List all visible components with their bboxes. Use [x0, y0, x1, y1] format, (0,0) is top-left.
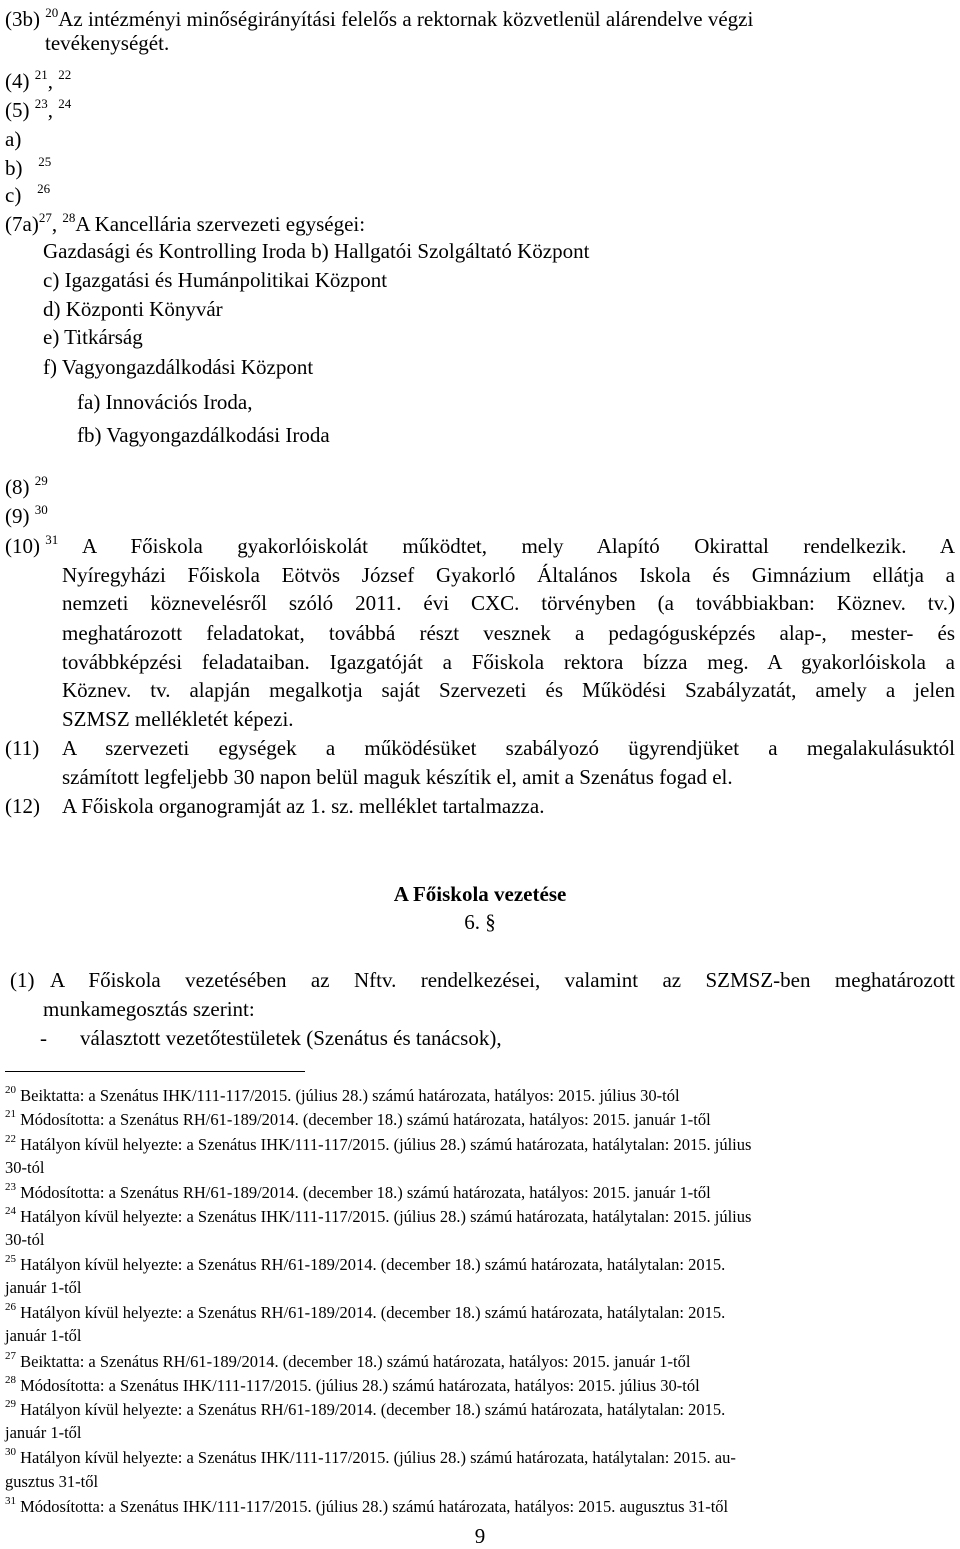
paragraph-10-line: Köznev. tv. alapján megalkotja saját Szervezeti és Működési Szabályzatát, amely a jelen — [62, 678, 955, 702]
paragraph-10-line: továbbképzési feladataiban. Igazgatóját a Főiskola rektora bízza meg. A gyakorlóiskola a — [62, 650, 955, 674]
footnote-text: Beiktatta: a Szenátus RH/61-189/2014. (december 18.) számú határozata, hatályos: 2015. január 1-től — [20, 1352, 691, 1371]
footnote-continuation: 30-tól — [5, 1158, 45, 1177]
footnote-ref[interactable]: 31 — [45, 532, 59, 547]
item-label: a) — [5, 127, 22, 151]
subunit-line: fa) Innovációs Iroda, — [77, 390, 253, 414]
footnote — [5, 1183, 711, 1203]
footnote-text: Módosította: a Szenátus RH/61-189/2014. (december 18.) számú határozata, hatályos: 2015. január 1-től — [20, 1183, 711, 1202]
footnote-ref[interactable]: 22 — [58, 67, 72, 82]
footnote — [5, 1255, 725, 1275]
footnote-number: 28 — [5, 1374, 16, 1386]
paragraph-label: (9) — [5, 504, 30, 528]
bullet-text: választott vezetőtestületek (Szenátus és tanácsok), — [80, 1026, 502, 1050]
footnote-text: Hatályon kívül helyezte: a Szenátus IHK/111-117/2015. (július 28.) számú határozata, hatálytalan: 2015. július — [20, 1207, 752, 1226]
paragraph-11-line: számított legfeljebb 30 napon belül maguk készítik el, amit a Szenátus fogad el. — [62, 765, 733, 789]
footnote-number: 23 — [5, 1181, 16, 1193]
footnote-number: 22 — [5, 1133, 16, 1145]
footnote-number: 31 — [5, 1495, 16, 1507]
section-paragraph-1-line: A Főiskola vezetésében az Nftv. rendelkezései, valamint az SZMSZ-ben meghatározott — [50, 968, 955, 992]
footnote-ref[interactable]: 20 — [45, 5, 59, 20]
paragraph-5 — [5, 97, 71, 123]
footnote-ref[interactable]: 26 — [37, 181, 51, 196]
paragraph-10-line: meghatározott feladatokat, továbbá részt vesznek a pedagógusképzés alap-, mester- és — [62, 621, 955, 645]
footnote-number: 27 — [5, 1350, 16, 1362]
paragraph-text: Az intézményi minőségirányítási felelős a rektornak közvetlenül alárendelve végzi — [58, 7, 754, 31]
footnote-separator — [5, 1071, 305, 1072]
footnote-number: 24 — [5, 1205, 16, 1217]
paragraph-7a — [5, 211, 365, 237]
footnote-ref[interactable]: 29 — [34, 473, 48, 488]
item-c — [5, 182, 50, 208]
paragraph-4 — [5, 68, 71, 94]
footnote-text: Hatályon kívül helyezte: a Szenátus IHK/111-117/2015. (július 28.) számú határozata, hatálytalan: 2015. július — [20, 1135, 752, 1154]
footnote — [5, 1110, 711, 1130]
footnote-number: 26 — [5, 1301, 16, 1313]
footnote — [5, 1207, 751, 1227]
footnote — [5, 1400, 725, 1420]
paragraph-label: (3b) — [5, 7, 40, 31]
footnote — [5, 1448, 736, 1468]
subunit-line: fb) Vagyongazdálkodási Iroda — [77, 423, 330, 447]
footnote-text: Hatályon kívül helyezte: a Szenátus RH/61-189/2014. (december 18.) számú határozata, hatálytalan: 2015. — [20, 1255, 726, 1274]
item-b — [5, 155, 51, 181]
unit-line: Gazdasági és Kontrolling Iroda b) Hallgatói Szolgáltató Központ — [43, 239, 590, 263]
footnote-ref[interactable]: 28 — [62, 210, 76, 225]
footnote — [5, 1086, 680, 1106]
footnote-number: 20 — [5, 1084, 16, 1096]
paragraph-label: (10) — [5, 534, 40, 558]
footnote-continuation: gusztus 31-től — [5, 1472, 99, 1491]
paragraph-label: (7a) — [5, 212, 39, 236]
footnote-ref[interactable]: 21 — [34, 67, 48, 82]
footnote — [5, 1303, 725, 1323]
footnote-text: Módosította: a Szenátus IHK/111-117/2015. (július 28.) számú határozata, hatályos: 2015. július 30-tól — [20, 1376, 700, 1395]
footnote-text: Hatályon kívül helyezte: a Szenátus RH/61-189/2014. (december 18.) számú határozata, hatálytalan: 2015. — [20, 1303, 726, 1322]
unit-line: c) Igazgatási és Humánpolitikai Központ — [43, 268, 388, 292]
paragraph-12-text: A Főiskola organogramját az 1. sz. melléklet tartalmazza. — [62, 794, 545, 818]
paragraph-10-line: Nyíregyházi Főiskola Eötvös József Gyakorló Általános Iskola és Gimnázium ellátja a — [62, 563, 955, 587]
footnote-number: 30 — [5, 1446, 16, 1458]
footnote-ref[interactable]: 24 — [58, 96, 72, 111]
footnote-ref[interactable]: 23 — [34, 96, 48, 111]
footnote — [5, 1352, 690, 1372]
paragraph-text: A Kancellária szervezeti egységei: — [75, 212, 366, 236]
footnote-number: 29 — [5, 1398, 16, 1410]
paragraph-3b-continuation: tevékenységét. — [45, 31, 170, 55]
footnote-text: Módosította: a Szenátus RH/61-189/2014. (december 18.) számú határozata, hatályos: 2015. január 1-től — [20, 1110, 711, 1129]
footnote-ref[interactable]: 27 — [38, 210, 52, 225]
section-paragraph-1-label: (1) — [10, 968, 35, 992]
item-label: b) — [5, 156, 23, 180]
paragraph-9 — [5, 503, 48, 529]
paragraph-label: (8) — [5, 475, 30, 499]
item-a — [5, 126, 21, 152]
footnote-text: Hatályon kívül helyezte: a Szenátus RH/61-189/2014. (december 18.) számú határozata, hatálytalan: 2015. — [20, 1400, 726, 1419]
footnote — [5, 1497, 728, 1517]
footnote-number: 21 — [5, 1108, 16, 1120]
unit-line: d) Központi Könyvár — [43, 297, 223, 321]
unit-line: f) Vagyongazdálkodási Központ — [43, 355, 314, 379]
section-title: A Főiskola vezetése — [393, 882, 567, 906]
separator: , — [51, 212, 63, 236]
footnote-continuation: 30-tól — [5, 1230, 45, 1249]
paragraph-label: (4) — [5, 69, 30, 93]
page-number: 9 — [474, 1524, 486, 1548]
footnote-text: Beiktatta: a Szenátus IHK/111-117/2015. (július 28.) számú határozata, hatályos: 2015. július 30-tól — [20, 1086, 680, 1105]
paragraph-label: (5) — [5, 98, 30, 122]
paragraph-3b — [5, 6, 753, 32]
separator: , — [47, 98, 59, 122]
section-number: 6. § — [464, 910, 496, 934]
footnote-continuation: január 1-től — [5, 1423, 82, 1442]
paragraph-10-label — [5, 533, 58, 559]
footnote-continuation: január 1-től — [5, 1326, 82, 1345]
footnote-text: Hatályon kívül helyezte: a Szenátus IHK/111-117/2015. (július 28.) számú határozata, hatálytalan: 2015. au- — [20, 1448, 736, 1467]
footnote — [5, 1135, 751, 1155]
paragraph-10-line: A Főiskola gyakorlóiskolát működtet, mely Alapító Okirattal rendelkezik. A — [82, 534, 955, 558]
paragraph-10-line: nemzeti köznevelésről szóló 2011. évi CXC. törvényben (a továbbiakban: Köznev. tv.) — [62, 591, 955, 615]
footnote-continuation: január 1-től — [5, 1278, 82, 1297]
footnote-text: Módosította: a Szenátus IHK/111-117/2015. (július 28.) számú határozata, hatályos: 2015. augusztus 31-től — [20, 1497, 729, 1516]
separator: , — [47, 69, 59, 93]
paragraph-11-line: A szervezeti egységek a működésüket szabályozó ügyrendjüket a megalakulásuktól — [62, 736, 955, 760]
footnote-ref[interactable]: 25 — [38, 154, 52, 169]
bullet-dash: - — [40, 1026, 47, 1050]
footnote-ref[interactable]: 30 — [34, 502, 48, 517]
paragraph-10-line: SZMSZ mellékletét képezi. — [62, 707, 294, 731]
paragraph-12-label: (12) — [5, 794, 40, 818]
item-label: c) — [5, 183, 22, 207]
paragraph-11-label: (11) — [5, 736, 40, 760]
section-paragraph-1-line: munkamegosztás szerint: — [43, 997, 255, 1021]
footnote-number: 25 — [5, 1253, 16, 1265]
paragraph-8 — [5, 474, 48, 500]
unit-line: e) Titkárság — [43, 325, 143, 349]
footnote — [5, 1376, 700, 1396]
